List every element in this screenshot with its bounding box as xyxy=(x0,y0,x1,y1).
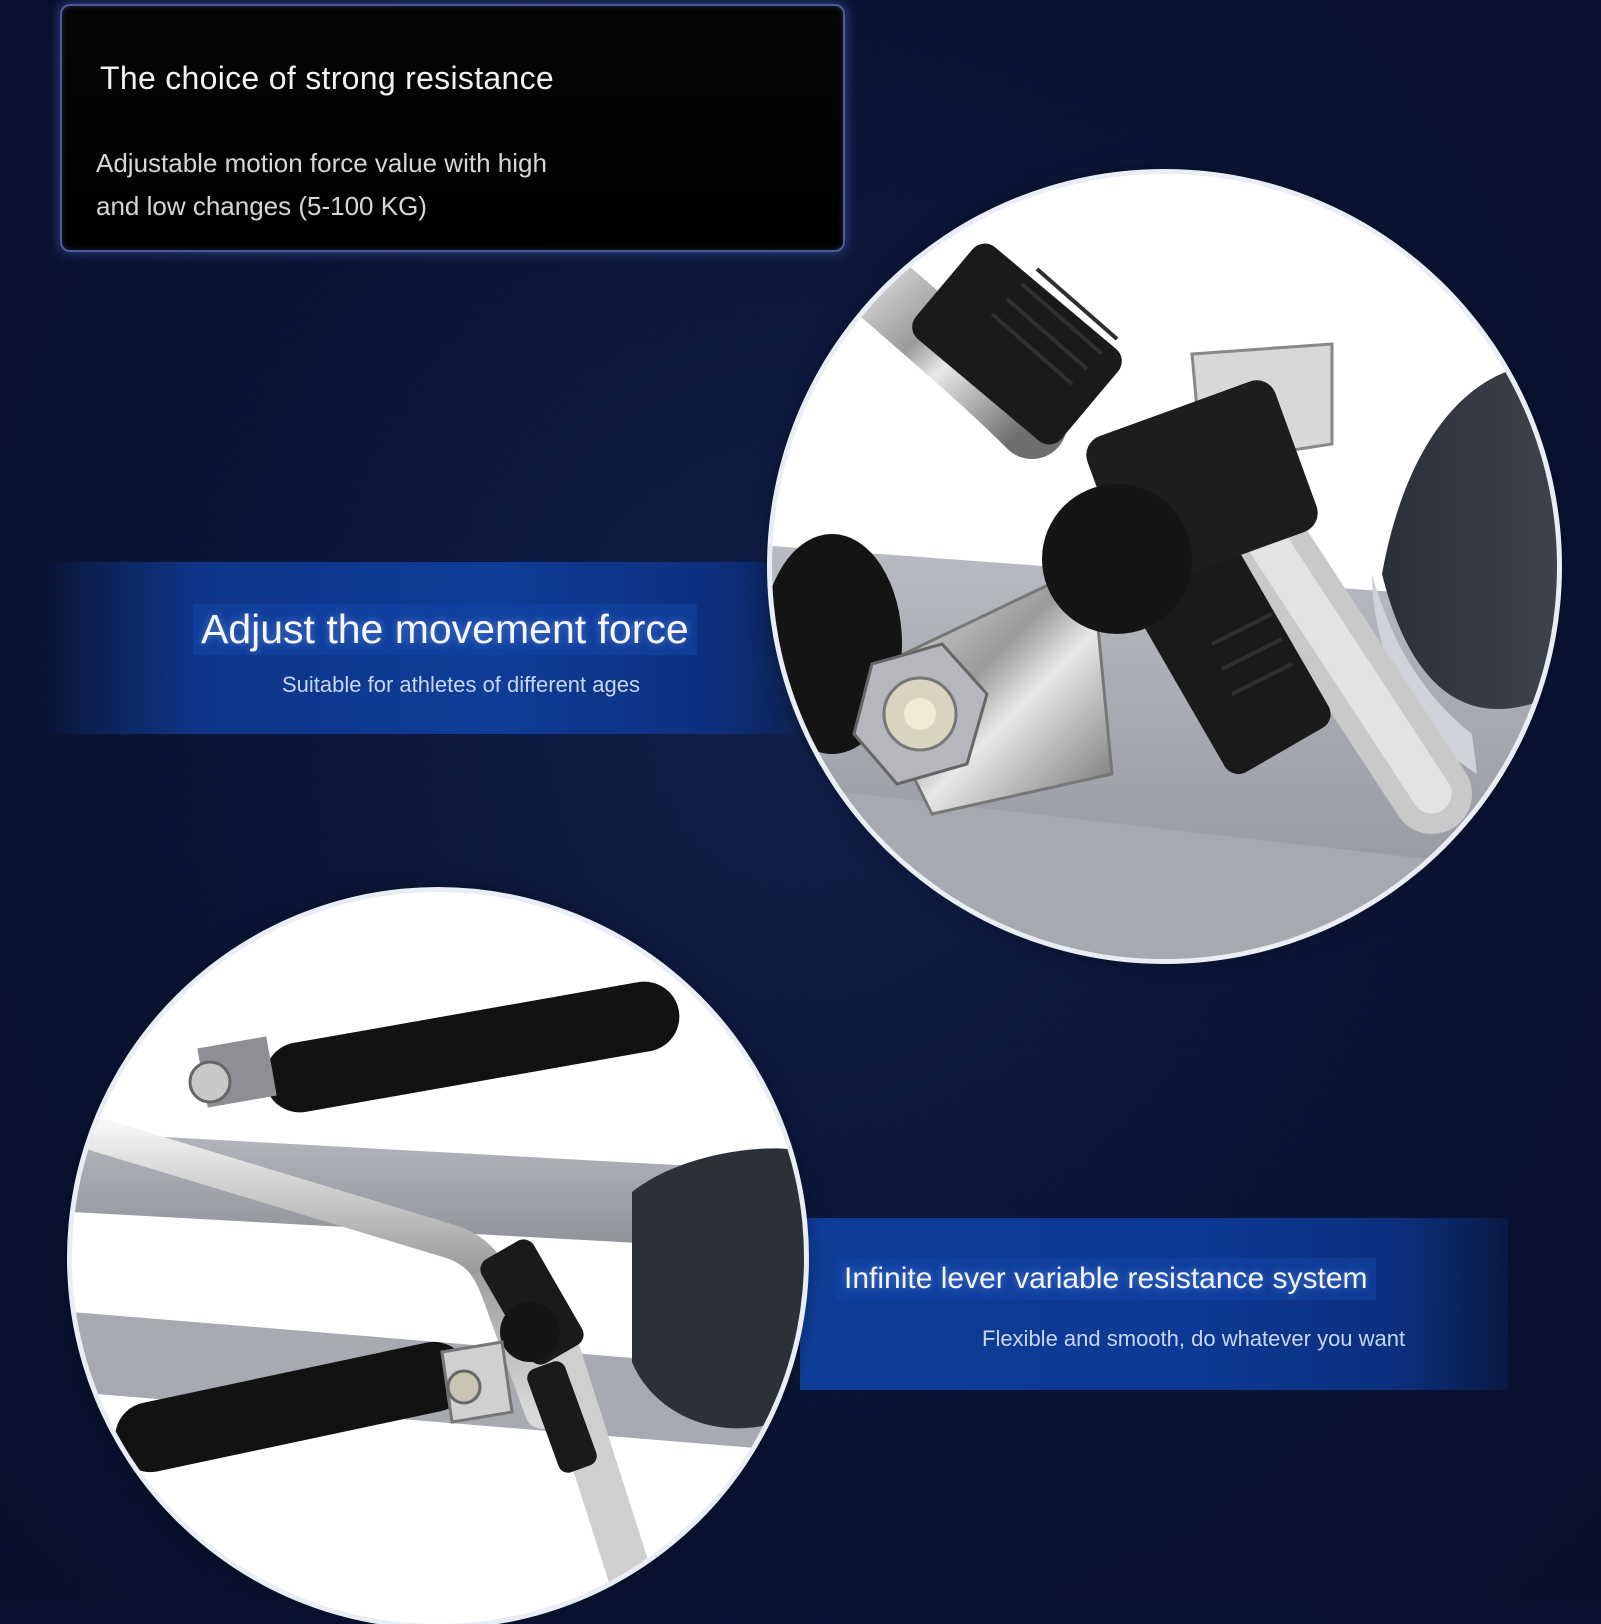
feature-subtitle-movement-force: Suitable for athletes of different ages xyxy=(282,672,640,697)
panel-description: Adjustable motion force value with high and low changes (5-100 KG) xyxy=(96,148,547,221)
top-info-panel xyxy=(60,4,845,252)
panel-title: The choice of strong resistance xyxy=(100,60,554,96)
lever-closeup-image xyxy=(72,892,804,1624)
knob-closeup-illustration xyxy=(772,174,1557,959)
knob-closeup-image xyxy=(772,174,1557,959)
feature-band-movement-force xyxy=(40,562,800,734)
feature-title-movement-force: Adjust the movement force xyxy=(193,604,697,655)
feature-title-lever-system: Infinite lever variable resistance system xyxy=(836,1258,1376,1300)
feature-subtitle-lever-system: Flexible and smooth, do whatever you want xyxy=(982,1326,1406,1351)
lever-closeup-illustration xyxy=(72,892,804,1624)
feature-band-lever-system xyxy=(800,1218,1508,1390)
